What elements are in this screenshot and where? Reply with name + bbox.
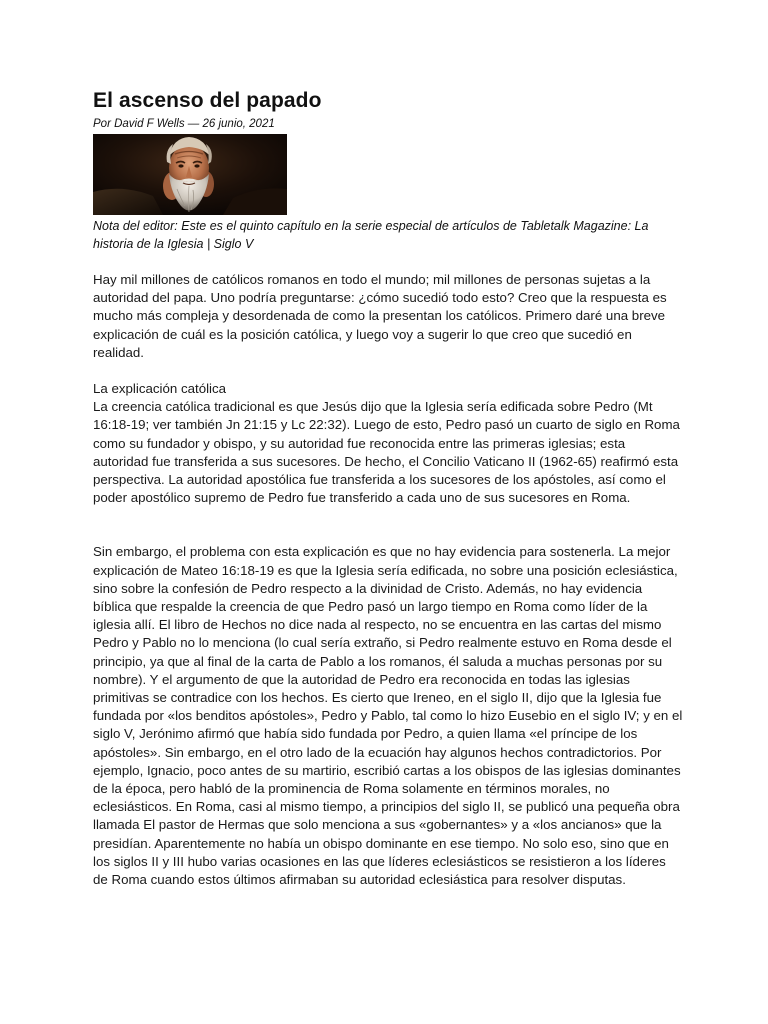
section-heading: La explicación católica xyxy=(93,381,227,397)
article-byline: Por David F Wells — 26 junio, 2021 xyxy=(93,118,275,130)
editor-note: Nota del editor: Este es el quinto capítulo en la serie especial de artículos de Tabletalk Magazine: La historia de la Iglesia | Siglo V xyxy=(93,219,649,251)
intro-paragraph: Hay mil millones de católicos romanos en todo el mundo; mil millones de personas sujetas a la autoridad del papa. Uno podría preguntarse: ¿cómo sucedió todo esto? Creo que la respuesta es mucho más compleja y desordenada de como la presentan los católicos. Primero daré una breve explicación de cuál es la posición católica, y luego voy a sugerir lo que creo que sucedió en realidad. xyxy=(93,272,667,360)
section-paragraph: La creencia católica tradicional es que Jesús dijo que la Iglesia sería edificada sobre Pedro (Mt 16:18-19; ver también Jn 21:15 y Lc 22:32). Luego de esto, Pedro pasó un cuarto de siglo en Roma como su fundador y obispo, y su autoridad fue reconocida entre las primeras iglesias; esta autoridad fue transferida a sus sucesores. De hecho, el Concilio Vaticano II (1962-65) reafirmó esta perspectiva. La autoridad apostólica fue transferida a los sucesores de los apóstoles, así como el poder apostólico supremo de Pedro fue transferido a cada uno de sus sucesores en Roma. xyxy=(93,399,680,506)
article-title: El ascenso del papado xyxy=(93,89,322,112)
argument-paragraph: Sin embargo, el problema con esta explicación es que no hay evidencia para sostenerla. La mejor explicación de Mateo 16:18-19 es que la Iglesia sería edificada, no sobre una posición eclesiástica, sino sobre la confesión de Pedro respecto a la divinidad de Cristo. Además, no hay evidencia bíblica que respalde la creencia de que Pedro pasó un largo tiempo en Roma como líder de la iglesia allí. El libro de Hechos no dice nada al respecto, no se encuentra en las cartas del mismo Pedro y Pablo no lo menciona (lo cual sería extraño, si Pedro realmente estuvo en Roma desde el principio, ya que al final de la carta de Pablo a los romanos, él saluda a muchas personas por su nombre). Y el argumento de que la autoridad de Pedro era reconocida en todas las iglesias primitivas se contradice con los hechos. Es cierto que Ireneo, en el siglo II, dijo que la Iglesia fue fundada por «los benditos apóstoles», Pedro y Pablo, tal como lo hizo Eusebio en el siglo IV; y en el siglo V, Jerónimo afirmó que había sido fundada por Pedro, a quien llama «el príncipe de los apóstoles». Sin embargo, en el otro lado de la ecuación hay algunos hechos contradictorios. Por ejemplo, Ignacio, poco antes de su martirio, escribió cartas a los obispos de las iglesias dominantes de la época, pero habló de la prominencia de Roma solamente en términos morales, no eclesiásticos. En Roma, casi al mismo tiempo, a principios del siglo II, se publicó una pequeña obra llamada El pastor de Hermas que solo menciona a sus «gobernantes» y a «los ancianos» que la presidían. Aparentemente no había un obispo dominante en ese tiempo. No solo eso, sino que en los siglos II y III hubo varias ocasiones en las que líderes eclesiásticos se resistieron a los líderes de Roma cuando estos últimos afirmaban su autoridad eclesiástica para resolver disputas. xyxy=(93,544,683,888)
article xyxy=(93,88,683,889)
peter-portrait-image xyxy=(93,134,287,215)
